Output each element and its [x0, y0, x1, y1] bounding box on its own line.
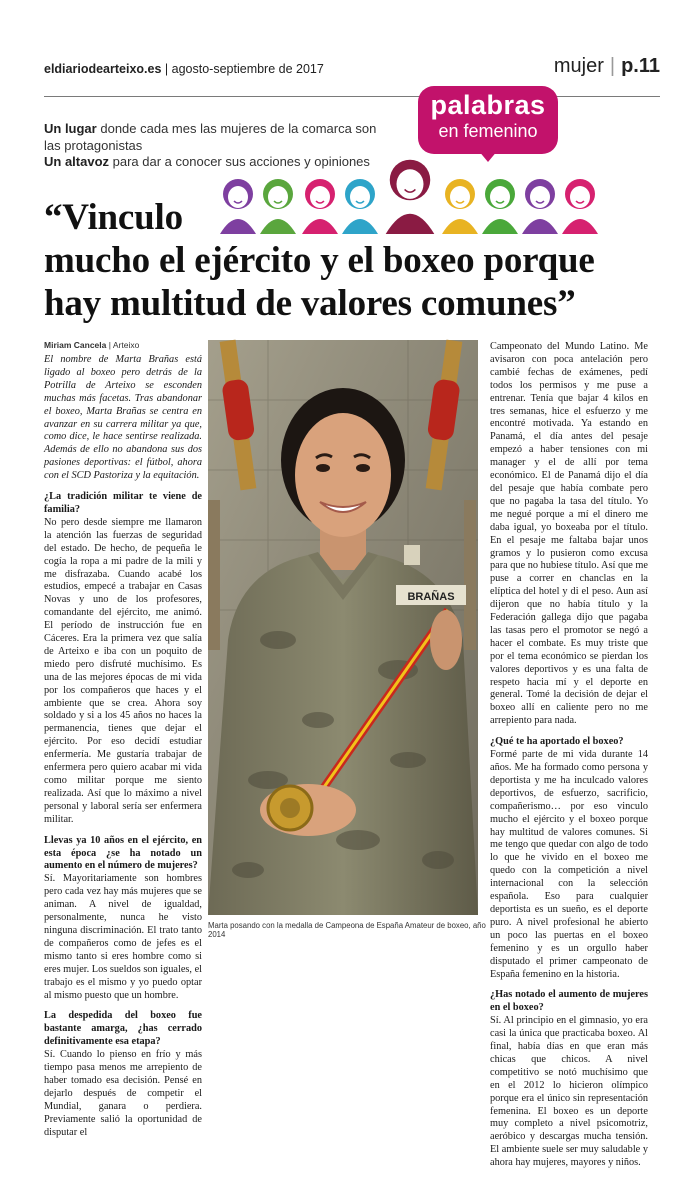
- portrait-photo: [208, 340, 478, 915]
- section-logo: [418, 86, 558, 154]
- interview-question: ¿Qué te ha aportado el boxeo?: [490, 736, 624, 748]
- masthead: [44, 62, 324, 76]
- masthead-separator: |: [164, 62, 172, 76]
- article-lead: El nombre de Marta Brañas está ligado al boxeo pero detrás de la Potrilla de Arteixo se esconden muchas más facetas. Tras abandonar el boxeo, Marta Brañas se centra en avanzar en su carrera militar ya que, como dice, le hace sentirse realizada. Además de ello no abandona sus dos pasiones deportivas: el fútbol, ahora con el SCD Pastoriza y la equitación.: [44, 354, 202, 482]
- interview-answer: Sí. Al principio en el gimnasio, yo era casi la única que practicaba boxeo. Al final, había días en que eran más chicas que chicos. A nivel competitivo se notó muchísimo que en el 2012 lo hicieron olímpico porque era el único sin representación femenina. El boxeo es un deporte muy completo a nivel psicomotriz, aeróbico y descargas mucha tensión. El ambiente suele ser muy saludable y ahora hay mujeres, mayores y niños.: [490, 1015, 648, 1169]
- photo-caption: Marta posando con la medalla de Campeona de España Amateur de boxeo, año 2014: [208, 921, 486, 939]
- site-name[interactable]: eldiariodearteixo.es: [44, 62, 162, 76]
- interview-answer: Formé parte de mi vida durante 14 años. Me ha formado como persona y deportista y me ha inculcado valores deportivos, de esfuerzo, sacrificio, compañerismo… por eso vinculo mucho el ejército y el boxeo porque hay multitud de valores comunes. Si me tengo que quedar con algo de todo lo que he vivido en el boxeo me quedo con la competición a nivel internacional con la selección española. Eso para cualquier deportista es un sueño, es el deporte puro. A nivel profesional he abierto un poco las puertas en el boxeo femenino y es un orgullo haber disputado el primer campeonato de España femenino en la historia.: [490, 749, 648, 980]
- byline-separator: |: [108, 340, 111, 350]
- intro-line-1-bold: Un lugar: [44, 121, 97, 136]
- interview-question: ¿Has notado el aumento de mujeres en el boxeo?: [490, 989, 648, 1014]
- section-label: [554, 55, 660, 78]
- byline-place: Arteixo: [112, 340, 140, 350]
- intro-line-1-text: donde cada mes las mujeres de la comarca son las protagonistas: [44, 121, 377, 153]
- issue-date: agosto-septiembre de 2017: [171, 62, 324, 76]
- interview-question: Llevas ya 10 años en el ejército, en esta época ¿se ha notado un aumento en el número de mujeres?: [44, 834, 202, 872]
- interview-answer: Sí. Mayoritariamente son hombres pero cada vez hay más mujeres que se animan. A nivel de igualdad, personalmente, nunca he visto ninguna discriminación. El trato tanto de compañeros como de jefes es el mismo tanto si eres hombre como si eres mujer. Los sueldos son iguales, el trabajo es el mismo y yo puedo optar al mismo puesto que un hombre.: [44, 873, 202, 1001]
- interview-question: La despedida del boxeo fue bastante amarga, ¿has cerrado definitivamente esa etapa?: [44, 1010, 202, 1048]
- intro-line-2-text: para dar a conocer sus acciones y opiniones: [112, 154, 370, 169]
- intro-line-2-bold: Un altavoz: [44, 154, 110, 169]
- headline-line-1: “Vinculo: [44, 197, 183, 238]
- article-column-3: [490, 341, 648, 1178]
- article-column-1: [44, 354, 202, 1147]
- header-rule: [44, 96, 660, 97]
- headline-line-2: mucho el ejército y el boxeo porque: [44, 240, 595, 281]
- headline-line-3: hay multitud de valores comunes”: [44, 283, 576, 324]
- section-separator: |: [609, 55, 616, 77]
- page-number: p.11: [621, 55, 660, 77]
- interview-answer: Campeonato del Mundo Latino. Me avisaron con poca antelación pero cambié fechas de exámenes, pedí todos los permisos y me puse a entrenar. Tenía que bajar 4 kilos en tres semanas, hice el esfuerzo y me encontré motivada. Ya estando en Panamá, el día antes del pesaje empezó a haber tensiones con mi manager y el de allí por tema económico. El de Panamá dijo el día del pesaje que había combate pero que no pagaba la tasa del título. Yo me negué porque a mí el dinero me daba igual, yo boxeaba por el título. En el pesaje me faltaba bajar unos gramos y lo pusieron como excusa para que no hubiese título. Así que me puse a correr en chanclas en la elíptica del hotel y di el peso. Aun así dijeron que no había título y la Federación gallega dijo que pagaba las tasas pero el promotor se negó a hacer el combate. Es muy triste que por el tema económico se pierdan los valores deportivos y es una falta de respeto hacia mí y el deporte en general. Tomé la decisión de dejar el boxeo allí en caliente pero no me arrepiento para nada.: [490, 341, 648, 727]
- section-name: mujer: [553, 55, 604, 77]
- interview-question: ¿La tradición militar te viene de familia?: [44, 491, 202, 515]
- author-name: Miriam Cancela: [44, 340, 107, 350]
- name-tag-text: BRAÑAS: [407, 591, 455, 603]
- headline: [44, 196, 654, 325]
- interview-answer: Sí. Cuando lo pienso en frío y más tiempo pasa menos me arrepiento de haber tomado esa decisión. Pensé en dejarlo después de competir el Mundial, ganara o perdiera. Previamente salió la oportunidad de disputar el: [44, 1049, 202, 1138]
- logo-title: palabras: [430, 90, 546, 120]
- byline: [44, 340, 139, 350]
- interview-answer: No pero desde siempre me llamaron la atención las fuerzas de seguridad del estado. De hecho, de pequeña le cogía la ropa a mi padre de la mili y me disfrazaba. Cuando acabé los estudios, empecé a trabajar en Casas Novas y uno de los profesores, comandante del ejército, me animó. El período de instrucción fue en Cáceres. Era la primera vez que salía de Arteixo e iba con un poquito de miedo pero disfruté muchísimo. Es una de las mejores épocas de mi vida por los compañeros que haces y el ambiente que se crea. Ahora soy soldado y si a los 45 años no haces la permanencia, tienes que dejar el ejército. Por eso decidí estudiar enfermería. Me gustaría trabajar de enfermera pero quiero acabar mi vida como militar porque me siento realizada. Así que lo máximo a nivel personal y laboral sería ser enfermera militar.: [44, 516, 202, 825]
- logo-subtitle: en femenino: [438, 121, 538, 141]
